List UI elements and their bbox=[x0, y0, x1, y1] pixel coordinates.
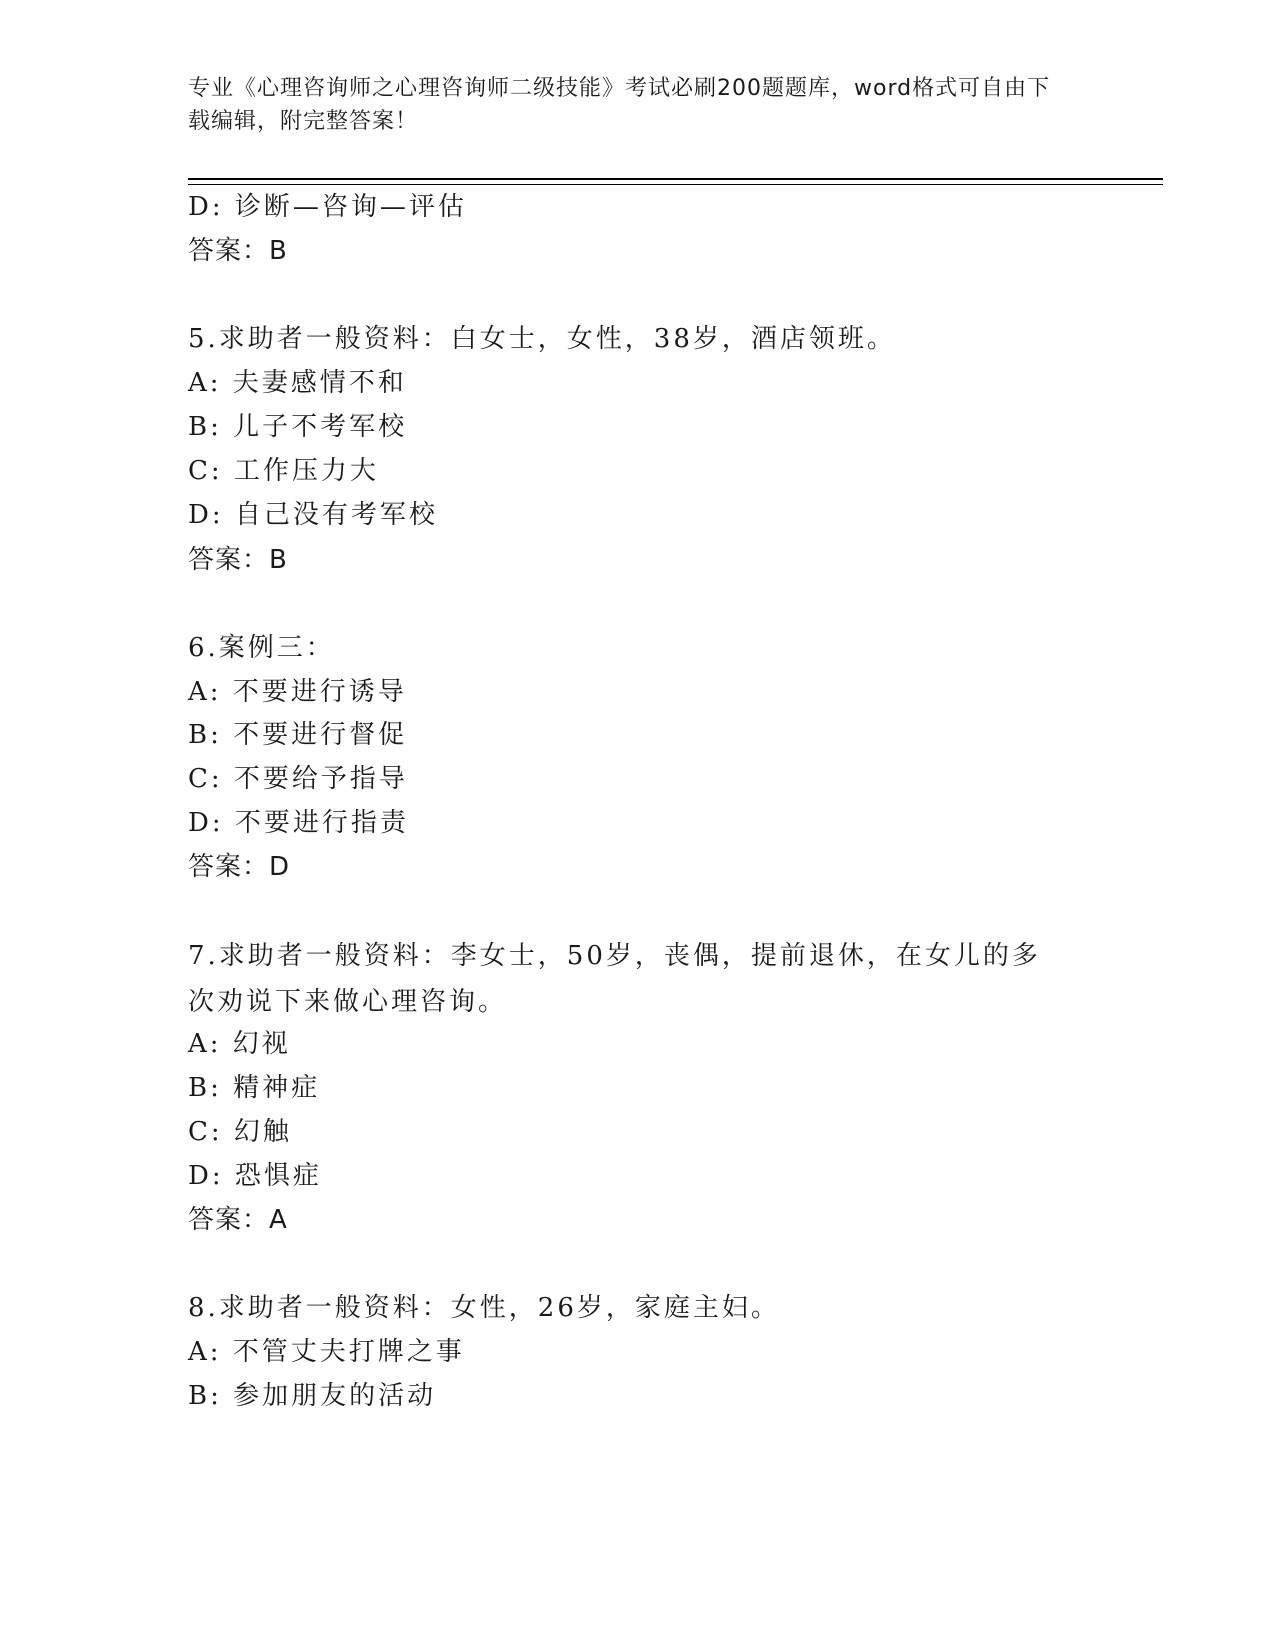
q5-answer: 答案：B bbox=[188, 545, 288, 575]
header-rule-thin bbox=[188, 184, 1163, 185]
q7-stem: 7.求助者一般资料：李女士，50岁，丧偶，提前退休，在女儿的多次劝说下来做心理咨询。 bbox=[188, 941, 1041, 1017]
q6-option-d: D: 不要进行指责 bbox=[188, 808, 409, 838]
q4-answer: 答案：B bbox=[188, 236, 288, 266]
q6-answer: 答案：D bbox=[188, 852, 291, 882]
q8-option-b: B: 参加朋友的活动 bbox=[188, 1381, 437, 1411]
q5-option-a: A: 夫妻感情不和 bbox=[188, 368, 407, 398]
q6-option-c: C: 不要给予指导 bbox=[188, 764, 408, 794]
q4-option-d: D: 诊断—咨询—评估 bbox=[188, 192, 467, 222]
q7-option-b: B: 精神症 bbox=[188, 1073, 321, 1103]
q8-option-a: A: 不管丈夫打牌之事 bbox=[188, 1337, 465, 1367]
q5-option-b: B: 儿子不考军校 bbox=[188, 412, 408, 442]
q7-answer: 答案：A bbox=[188, 1205, 288, 1235]
q5-option-c: C: 工作压力大 bbox=[188, 456, 379, 486]
document-header: 专业《心理咨询师之心理咨询师二级技能》考试必刷200题题库，word格式可自由下载编辑，附完整答案！ bbox=[188, 76, 1051, 134]
q6-stem: 6.案例三： bbox=[188, 633, 335, 663]
header-rule-thick bbox=[188, 178, 1163, 180]
q8-stem: 8.求助者一般资料：女性，26岁，家庭主妇。 bbox=[188, 1293, 780, 1323]
q6-option-a: A: 不要进行诱导 bbox=[188, 677, 407, 707]
q5-option-d: D: 自己没有考军校 bbox=[188, 500, 438, 530]
q7-option-c: C: 幻触 bbox=[188, 1117, 292, 1147]
q7-option-d: D: 恐惧症 bbox=[188, 1161, 322, 1191]
q6-option-b: B: 不要进行督促 bbox=[188, 720, 408, 750]
q5-stem: 5.求助者一般资料：白女士，女性，38岁，酒店领班。 bbox=[188, 324, 896, 354]
q7-option-a: A: 幻视 bbox=[188, 1029, 291, 1059]
